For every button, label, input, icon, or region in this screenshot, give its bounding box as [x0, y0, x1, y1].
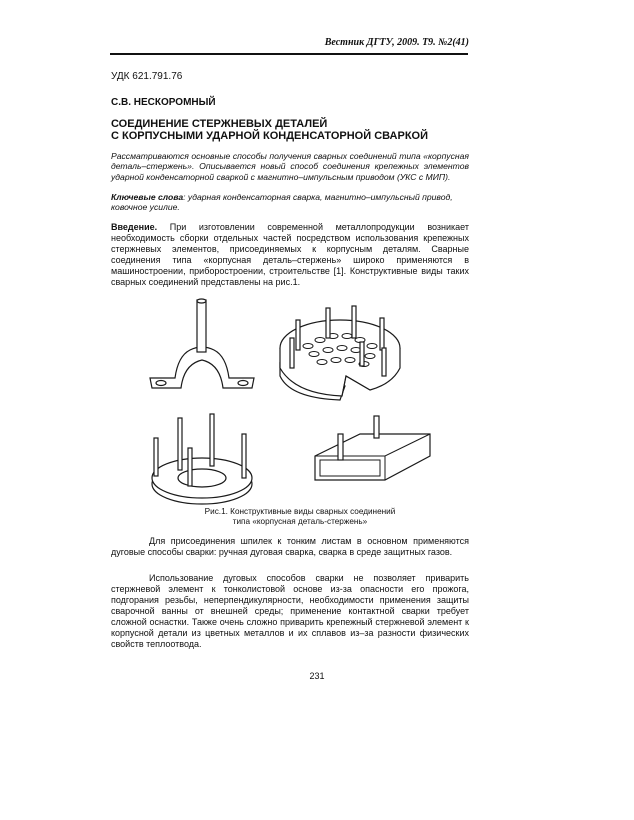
paragraph-1: Для присоединения шпилек к тонким листам в основном применяются дуговые способы сварки: ручная дуговая сварка, сварка в среде защитных газов. [111, 536, 469, 557]
paragraph-2: Использование дуговых способов сварки не позволяет приварить стержневой элемент к тонколистовой основе из-за опасности его прожога, подгорания резьбы, неперпендикулярности, необходимости применения защиты сварочной ванны от внешней среды; применение контактной сварки требует сложной оснастки. Также очень сложно приварить крепежный стержневой элемент к корпусной детали из цветных металлов и их сплавов из–за разности физических свойств теплоотвода. [111, 573, 469, 649]
figure-1-illustration [130, 298, 460, 506]
figure-part-round-plate-with-studs [280, 306, 400, 400]
abstract: Рассматриваются основные способы получения сварных соединений типа «корпусная деталь–стержень». Описывается новый способ соединения крепежных элементов ударной конденсаторной сваркой с магнитно–импульсным приводом (УКС с МИП). [111, 151, 469, 182]
figure-part-flange-with-studs [152, 414, 252, 504]
author-name: С.В. НЕСКОРОМНЫЙ [111, 97, 216, 108]
udk-code: УДК 621.791.76 [111, 71, 183, 82]
keywords [111, 192, 469, 213]
journal-header: Вестник ДГТУ, 2009. Т9. №2(41) [324, 37, 469, 48]
page-number: 231 [309, 671, 325, 681]
header-rule [110, 53, 468, 55]
figure-part-strap-with-rod [150, 299, 254, 388]
figure-part-box-with-studs [315, 416, 430, 480]
figure-caption-line-1: Рис.1. Конструктивные виды сварных соединений [204, 507, 396, 516]
keywords-label: Ключевые слова [111, 192, 184, 202]
figure-caption-line-2: типа «корпусная деталь-стержень» [232, 517, 368, 526]
introduction [111, 222, 469, 288]
title-line-2: С КОРПУСНЫМИ УДАРНОЙ КОНДЕНСАТОРНОЙ СВАРКОЙ [111, 130, 428, 142]
intro-text: При изготовлении современной металлопродукции возникает необходимость сборки отдельных частей посредством использования крепежных стержневых элементов, присоединяемых к корпусным деталям. Сварные соединения типа «корпусная деталь–стержень» широко применяются в машиностроении, приборостроении, строительстве [1]. Конструктивные виды таких сварных соединений представлены на рис.1. [111, 222, 469, 287]
intro-label: Введение. [111, 222, 158, 232]
title-line-1: СОЕДИНЕНИЕ СТЕРЖНЕВЫХ ДЕТАЛЕЙ [111, 118, 328, 130]
article-title [111, 118, 471, 142]
figure-caption [150, 507, 450, 527]
keywords-text: : ударная конденсаторная сварка, магнитно–импульсный привод, ковочное усилие. [111, 192, 453, 213]
